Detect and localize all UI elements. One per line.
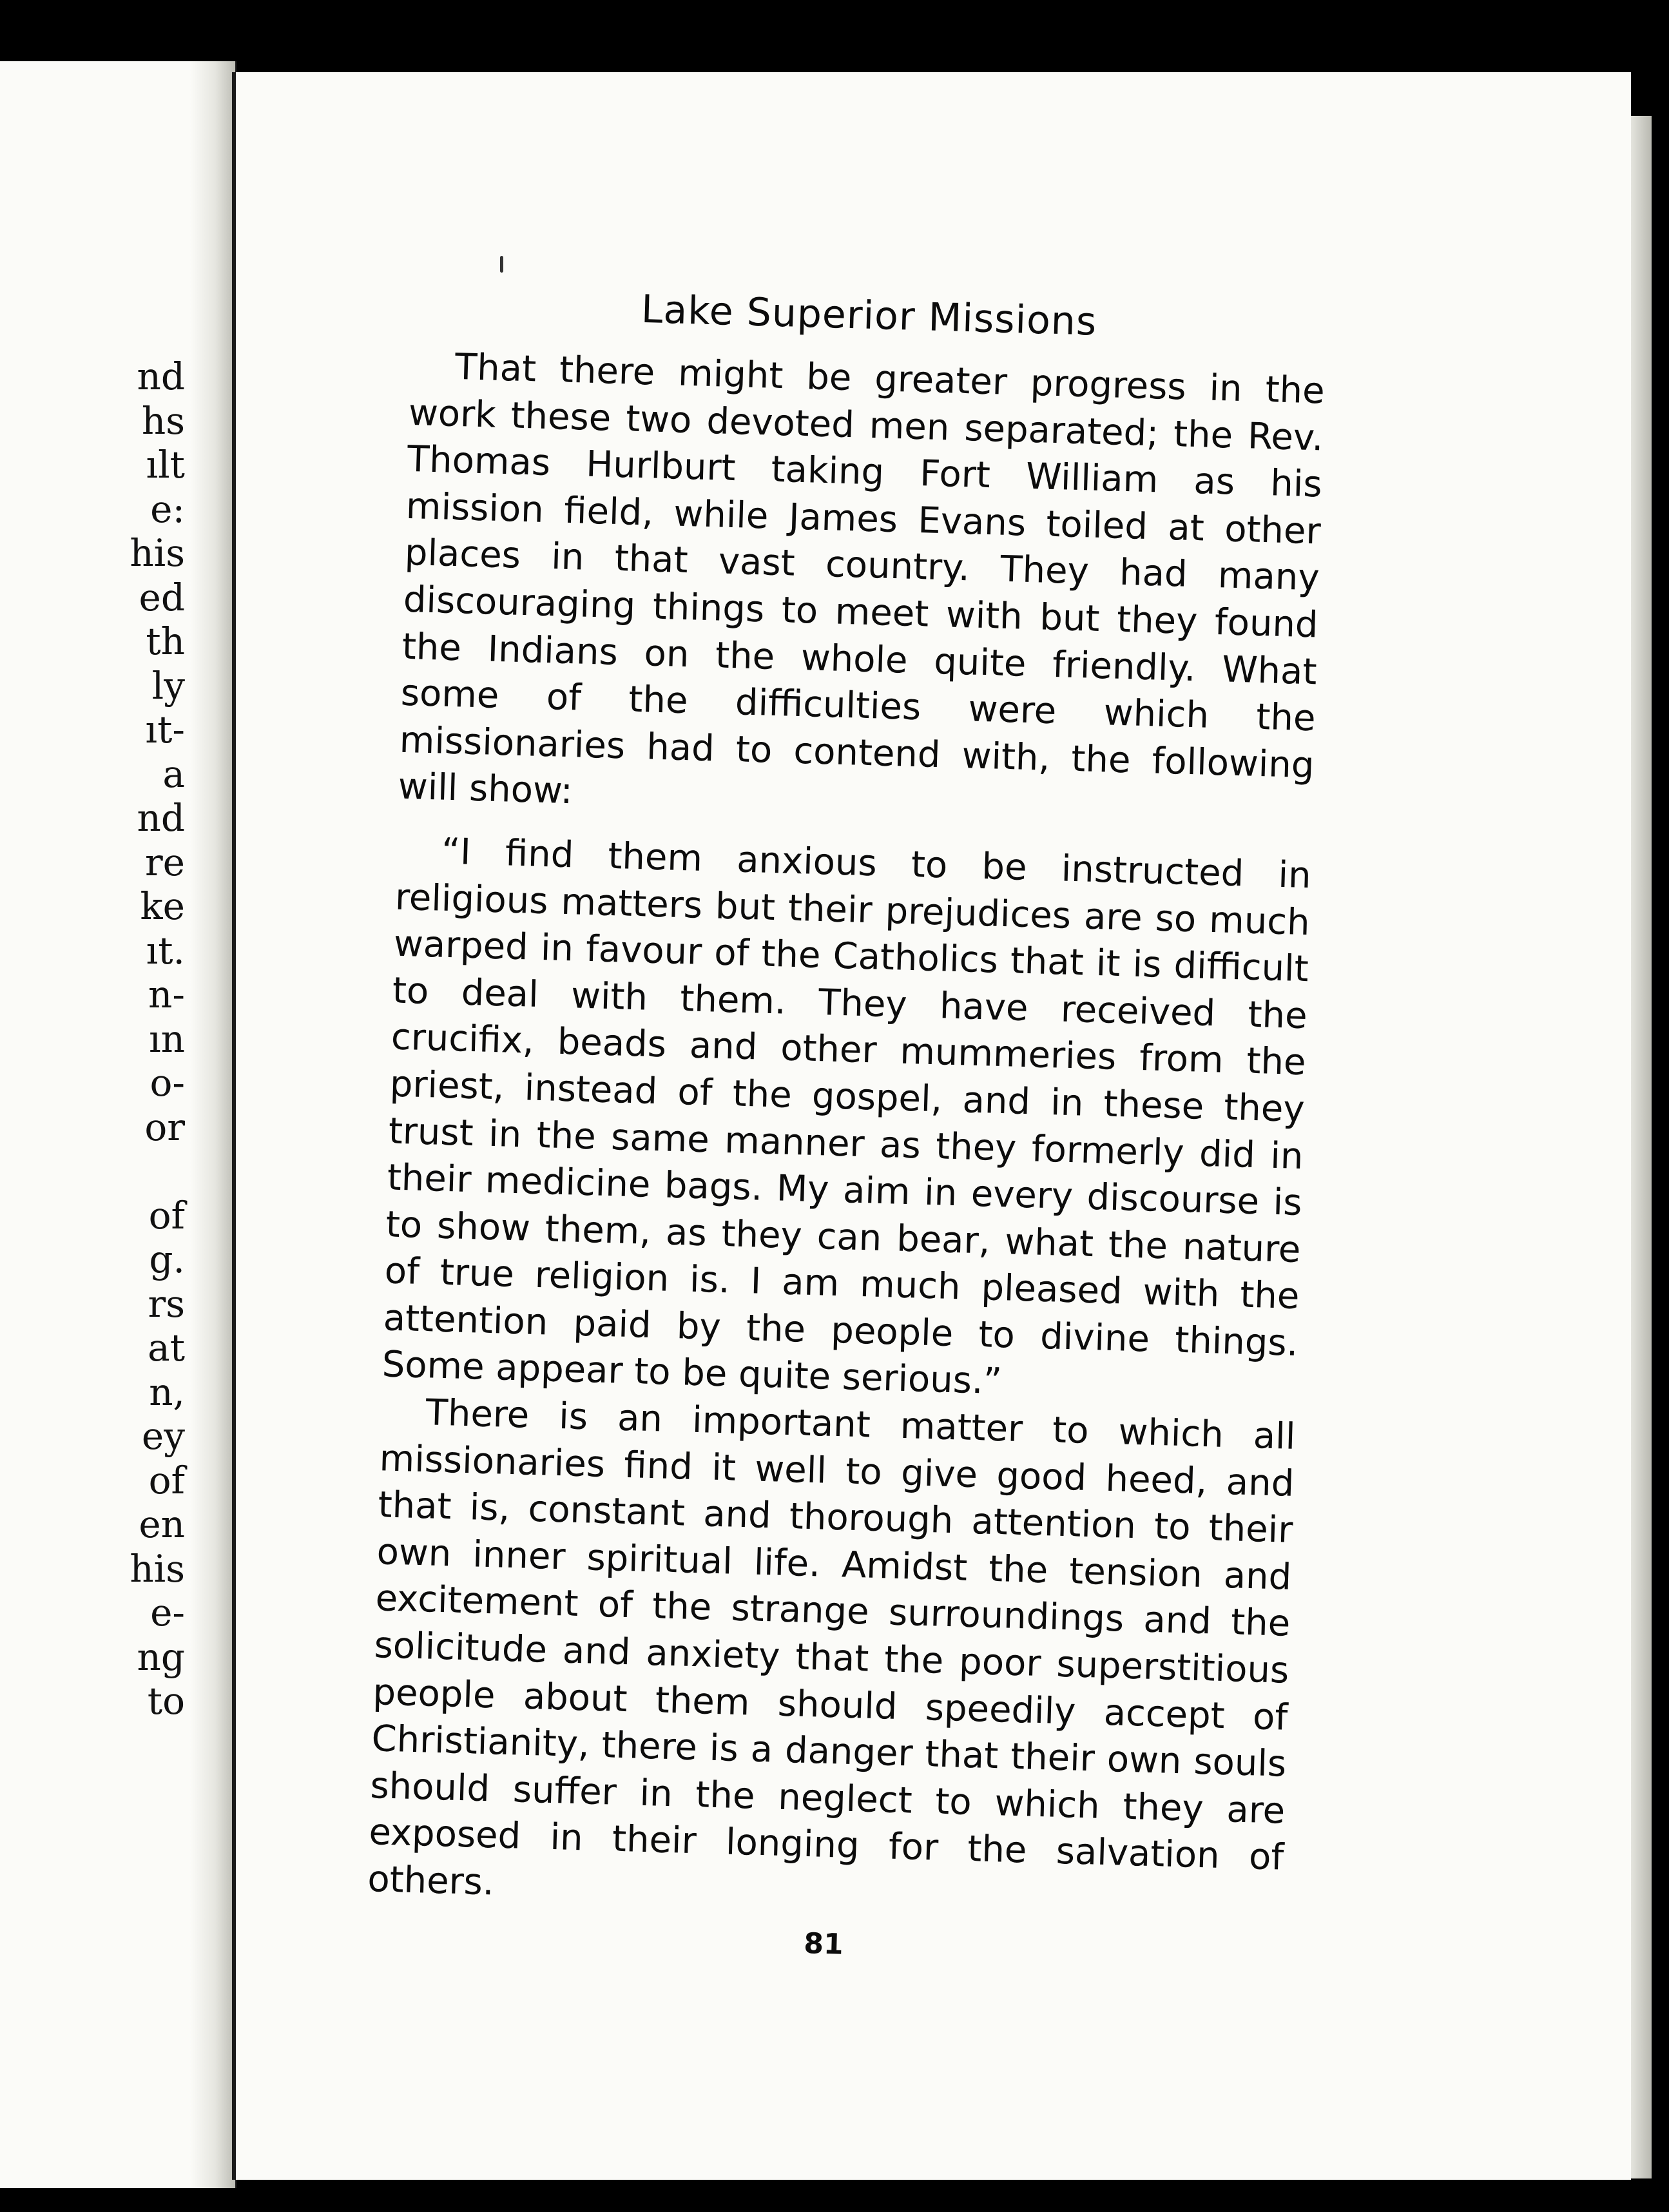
running-title: Lake Superior Missions [641, 286, 1098, 345]
left-page-line-fragment: en [139, 1502, 185, 1546]
left-page-line-fragment: ıt- [145, 708, 185, 752]
paragraph-3: There is an important matter to which all missionaries find it well to give good heed, and that is, constant and thorough attention to their own inner spiritual life. Amidst the tension and excitement of the strange surroundings and the solicitude and anxiety that the poor superstitious people about them should speedily accept of Christianity, there is a danger that their own souls should suffer in the neglect to which they are exposed in their longing for the salvation of others. [367, 1392, 1297, 1904]
left-page-line-fragment: ke [140, 884, 185, 928]
left-page-line-fragment: o- [150, 1061, 185, 1105]
left-page-line-fragment: re [144, 840, 185, 884]
left-page-line-fragment: g. [149, 1237, 185, 1281]
left-page-line-fragment: ey [141, 1414, 185, 1458]
left-page-line-fragment: a [162, 752, 185, 796]
left-page-line-fragment: ılt [146, 443, 185, 487]
left-page-line-fragment: ın [149, 1016, 185, 1061]
left-page-line-fragment: ly [151, 663, 185, 708]
left-page-line-fragment: nd [137, 796, 185, 840]
left-page-line-fragment: his [130, 531, 185, 575]
left-page-line-fragment: nd [137, 354, 185, 398]
left-page-line-fragment: th [146, 619, 185, 663]
left-page-edge [0, 61, 236, 2188]
left-page-line-fragment: e: [150, 487, 185, 531]
left-page-line-fragment: n- [148, 973, 185, 1016]
left-page-line-fragment: ng [137, 1635, 185, 1679]
paragraph-quote: “I find them anxious to be instructed in religious matters but their prejudices are so much warped in favour of the Catholics that it is difficult to deal with them. They have received the crucifix, beads and other mummeries from the priest, instead of the gospel, and in these they trust in the same manner as they formerly did in their medicine bags. My aim in every discourse is to show them, as they can bear, what the nature of true religion is. I am much pleased with the attention paid by the people to divine things. Some appear to be quite serious.” [381, 830, 1312, 1403]
left-page-line-fragment: hs [141, 398, 185, 443]
left-page-line-fragment: of [148, 1458, 185, 1502]
paragraph-1: That there might be greater progress in the work these two devoted men separated; the Rev. Thomas Hurlburt taking Fort William as his mission field, while James Evans toiled at other places in that vast country. They had many discouraging things to meet with but they found the Indians on the whole quite friendly. What some of the difficulties were which the missionaries had to contend with, the following will show: [398, 345, 1326, 813]
left-page-line-fragment: his [130, 1546, 185, 1591]
scan-speck [500, 256, 503, 273]
left-page-line-fragment: of [148, 1193, 185, 1237]
page-number: 81 [803, 1926, 844, 1961]
left-page-line-fragment: ıt. [146, 928, 185, 973]
page-text-block [365, 277, 1327, 1976]
left-page-line-fragment: to [147, 1679, 185, 1723]
left-page-line-fragment: rs [148, 1281, 185, 1326]
left-page-line-fragment: ed [139, 575, 185, 619]
left-page-gutter-shadow [190, 61, 235, 2188]
left-page-line-fragment: or [144, 1105, 185, 1149]
left-page-line-fragment: e- [150, 1591, 185, 1635]
left-page-line-fragment: at [148, 1326, 185, 1370]
left-page-line-fragment: n, [149, 1370, 185, 1414]
